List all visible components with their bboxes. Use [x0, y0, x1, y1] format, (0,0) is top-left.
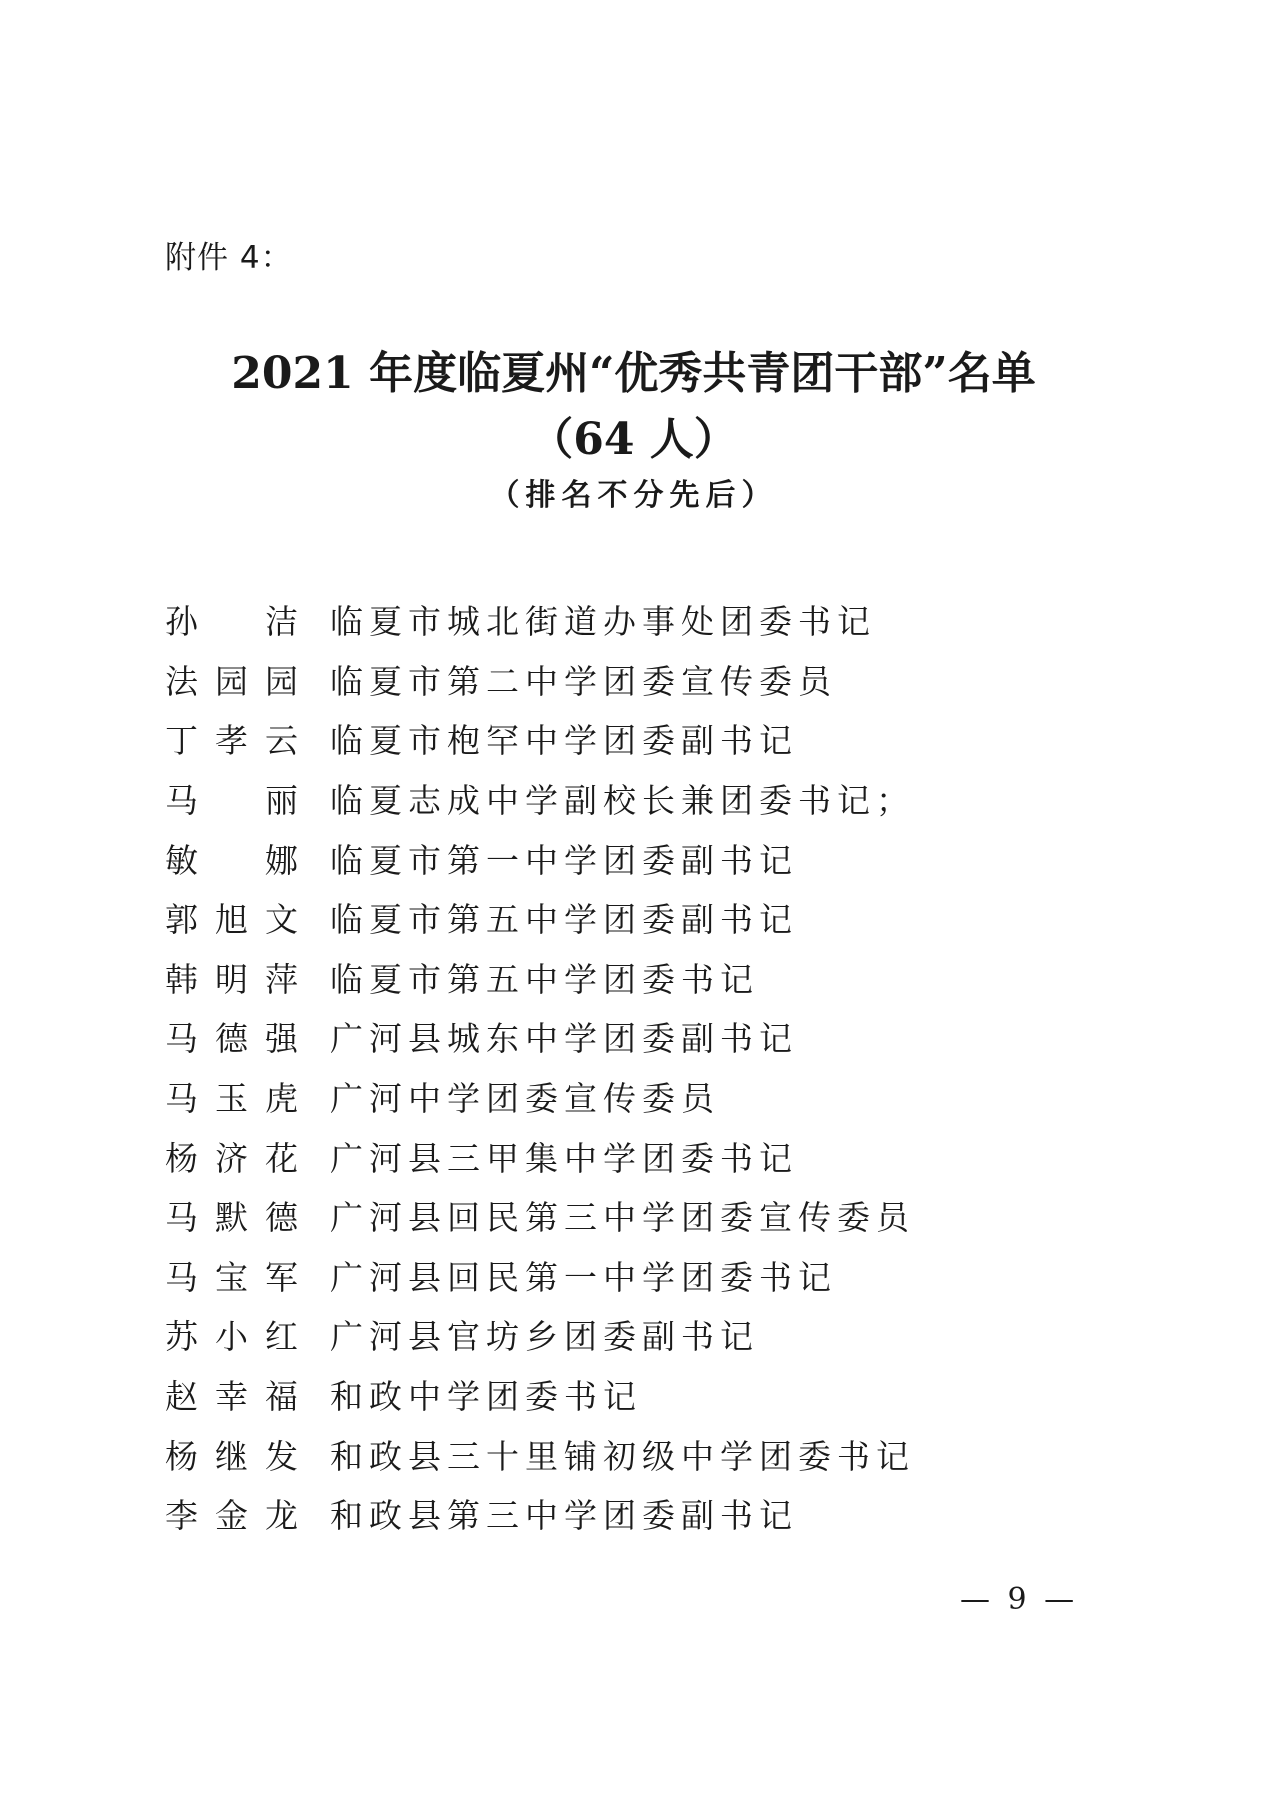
person-position: 临夏市第二中学团委宣传委员	[330, 661, 837, 701]
person-name: 郭 旭 文	[165, 900, 298, 940]
list-item	[165, 709, 1125, 769]
person-name: 杨 济 花	[165, 1138, 298, 1178]
list-item	[165, 1007, 1125, 1067]
person-position: 临夏市第五中学团委书记	[330, 959, 759, 999]
name-list	[165, 590, 1125, 1544]
person-position: 临夏志成中学副校长兼团委书记；	[330, 781, 915, 821]
person-name: 马 默 德	[165, 1198, 298, 1238]
person-name: 马 玉 虎	[165, 1079, 298, 1119]
person-name: 杨 继 发	[165, 1436, 298, 1476]
person-name: 丁 孝 云	[165, 721, 298, 761]
person-name: 敏 娜	[165, 840, 298, 880]
list-item	[165, 1484, 1125, 1544]
list-item	[165, 888, 1125, 948]
person-position: 和政中学团委书记	[330, 1377, 642, 1417]
person-position: 临夏市第五中学团委副书记	[330, 900, 798, 940]
list-item	[165, 1305, 1125, 1365]
document-subtitle: （排名不分先后）	[489, 478, 778, 513]
person-name: 马 丽	[165, 781, 298, 821]
person-name: 赵 幸 福	[165, 1377, 298, 1417]
person-position: 广河中学团委宣传委员	[330, 1079, 720, 1119]
person-position: 和政县第三中学团委副书记	[330, 1496, 798, 1536]
person-position: 广河县三甲集中学团委书记	[330, 1138, 798, 1178]
list-item	[165, 650, 1125, 710]
list-item	[165, 769, 1125, 829]
person-position: 广河县官坊乡团委副书记	[330, 1317, 759, 1357]
document-title-count: （64 人）	[529, 414, 738, 465]
person-position: 广河县回民第一中学团委书记	[330, 1257, 837, 1297]
page-number: — 9 —	[960, 1582, 1079, 1617]
person-position: 临夏市第一中学团委副书记	[330, 840, 798, 880]
person-name: 李 金 龙	[165, 1496, 298, 1536]
person-name: 马 宝 军	[165, 1257, 298, 1297]
person-name: 韩 明 萍	[165, 959, 298, 999]
person-name: 苏 小 红	[165, 1317, 298, 1357]
person-position: 和政县三十里铺初级中学团委书记	[330, 1436, 915, 1476]
person-name: 法 园 园	[165, 661, 298, 701]
list-item	[165, 1246, 1125, 1306]
list-item	[165, 1067, 1125, 1127]
list-item	[165, 948, 1125, 1008]
list-item	[165, 1365, 1125, 1425]
person-position: 广河县城东中学团委副书记	[330, 1019, 798, 1059]
list-item	[165, 590, 1125, 650]
person-position: 临夏市城北街道办事处团委书记	[330, 602, 876, 642]
list-item	[165, 1424, 1125, 1484]
person-position: 临夏市枹罕中学团委副书记	[330, 721, 798, 761]
list-item	[165, 828, 1125, 888]
attachment-label: 附件 4：	[165, 240, 293, 276]
person-name: 马 德 强	[165, 1019, 298, 1059]
list-item	[165, 1126, 1125, 1186]
document-title: 2021 年度临夏州“优秀共青团干部”名单	[231, 348, 1036, 399]
person-position: 广河县回民第三中学团委宣传委员	[330, 1198, 915, 1238]
person-name: 孙 洁	[165, 602, 298, 642]
list-item	[165, 1186, 1125, 1246]
